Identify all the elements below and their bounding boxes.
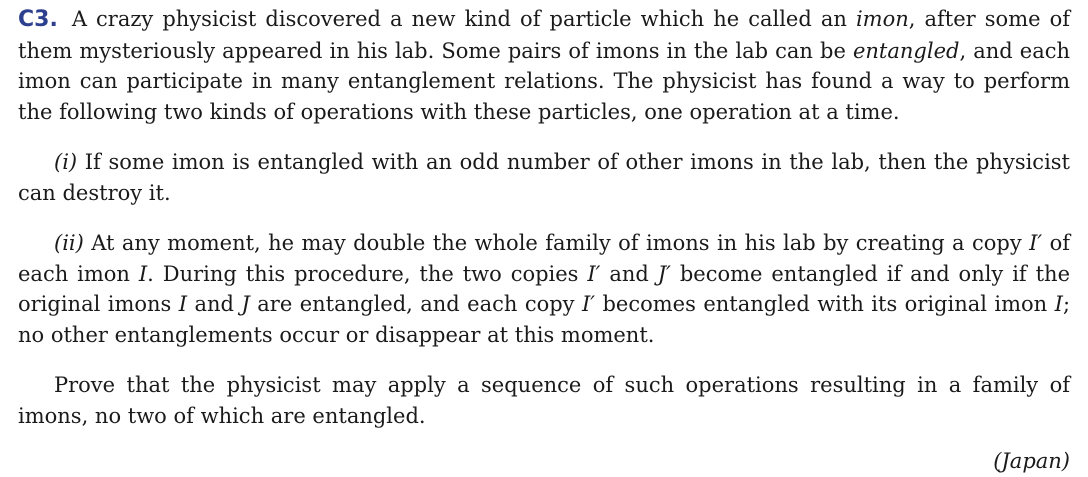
operation-1-text: If some imon is entangled with an odd number of other imons in the lab, then the physicist can destroy it. [18,150,1070,205]
math-symbol: I [178,292,188,316]
math-symbol: I′ [1029,231,1043,255]
op2-text-7: are entangled, and each copy [249,292,582,316]
op2-text-5: become entangled if and only if the original imons [18,261,1070,316]
term-entangled: entangled [852,38,960,63]
operation-1-marker: (i) [54,150,78,174]
intro-text-1: A crazy physicist discovered a new kind of particle which he called an [71,7,856,31]
op2-text-9: ; no other entanglements occur or disappear at this moment. [18,292,1071,347]
operation-2-marker: (ii) [54,231,84,255]
country-attribution: (Japan) [993,449,1070,473]
op2-text-8: becomes entangled with its original imon [595,292,1055,316]
op2-text-3: . During this procedure, the two copies [147,261,588,286]
problem-intro [18,4,1070,127]
problem-statement [18,4,1070,431]
op2-text-2: of each imon [18,231,1070,286]
intro-text-3: , and each imon can participate in many entanglement relations. The physicist has found a way to perform the following two kinds of operations with these particles, one operation at a time. [18,38,1070,124]
op2-text-6: and [187,292,242,316]
math-symbol: I′ [581,292,596,316]
math-symbol: J′ [657,261,671,286]
op2-text-1: At any moment, he may double the whole family of imons in his lab by creating a copy [83,231,1030,255]
math-symbol: I′ [587,261,601,286]
math-symbol: J [241,292,250,316]
math-symbol: I [1054,292,1063,316]
operation-2 [18,228,1070,350]
problem-label: C3. [18,7,58,32]
operation-1 [18,147,1070,208]
problem-goal: Prove that the physicist may apply a sequence of such operations resulting in a family of imons, no two of which are entangled. [18,373,1070,428]
op2-text-4: and [600,261,658,286]
term-imon: imon [855,7,909,31]
intro-text-2: , after some of them mysteriously appeared in his lab. Some pairs of imons in the lab can be [18,7,1071,63]
math-symbol: I [138,261,148,286]
